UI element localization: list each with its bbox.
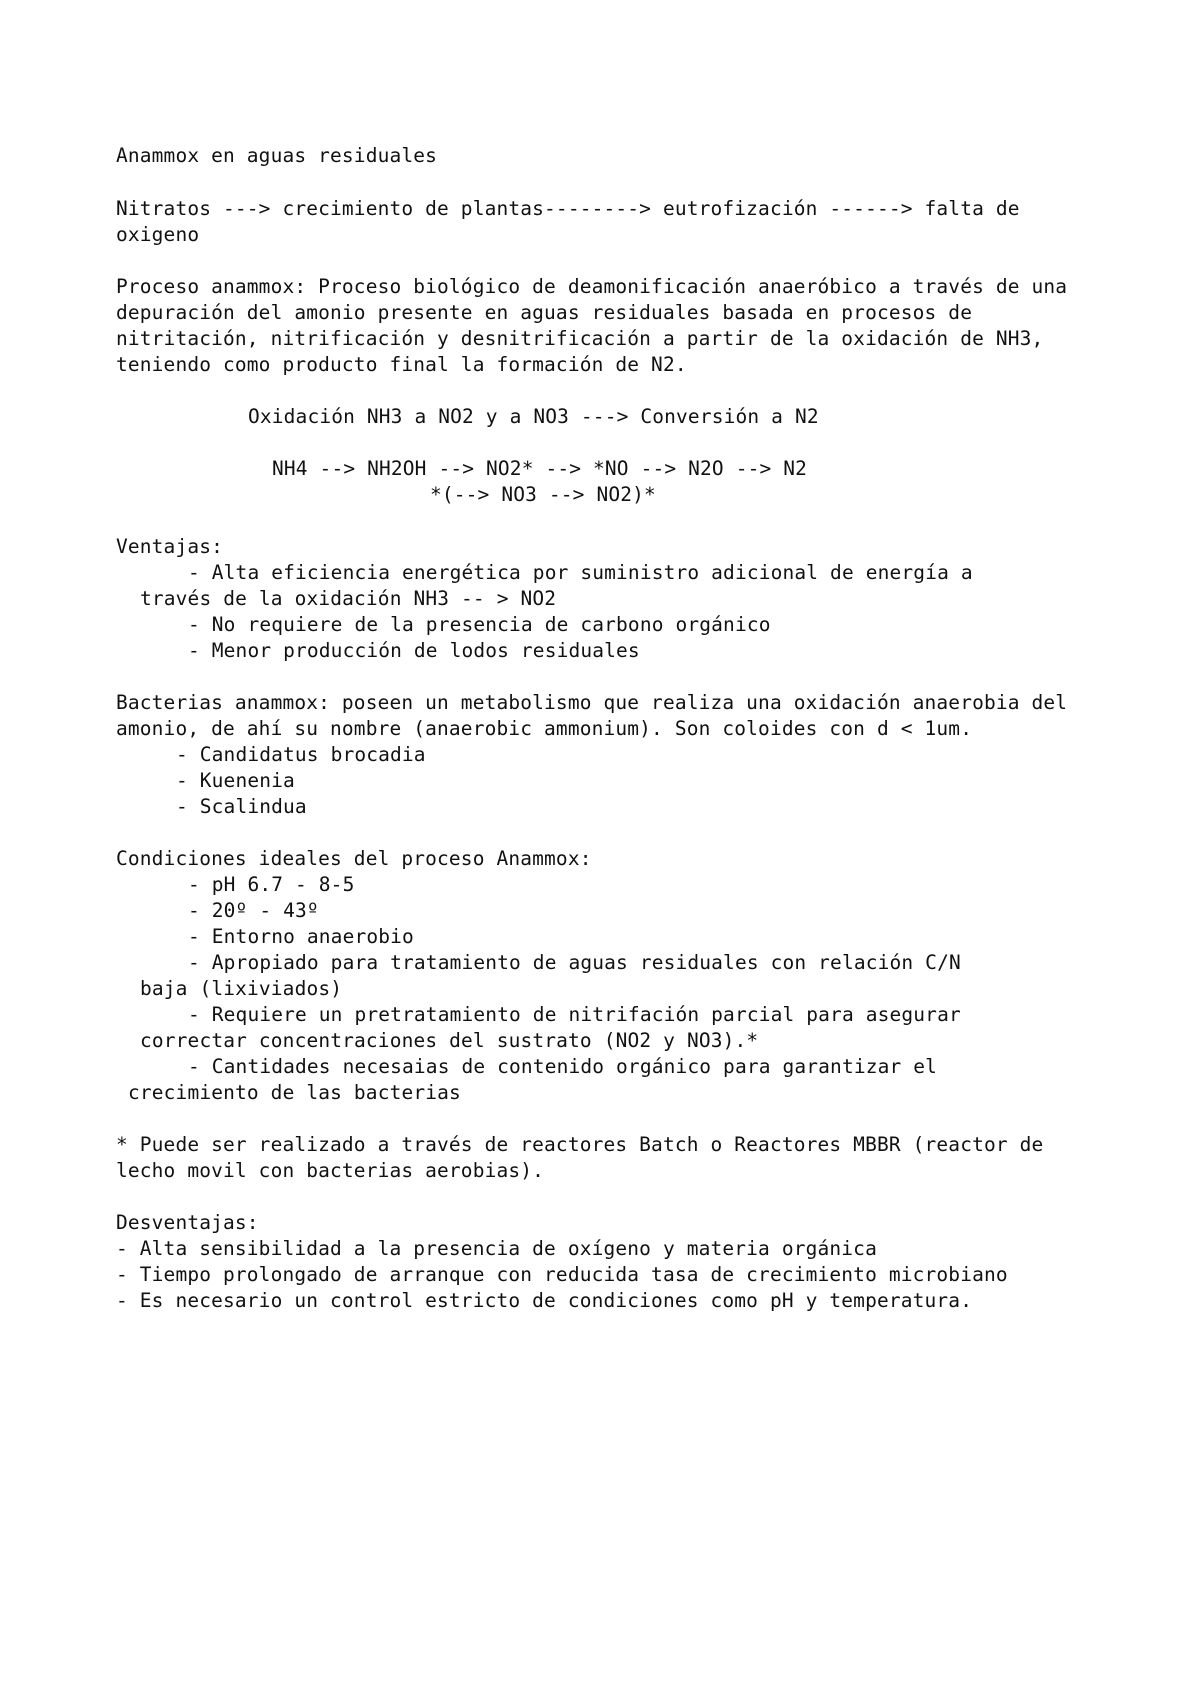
nota-line: lecho movil con bacterias aerobias). xyxy=(116,1159,545,1182)
condiciones-item: - Requiere un pretratamiento de nitrifación parcial para asegurar xyxy=(188,1003,961,1026)
ventajas-item: través de la oxidación NH3 -- > NO2 xyxy=(140,587,557,610)
ventajas-item: - No requiere de la presencia de carbono orgánico xyxy=(188,613,771,636)
desventajas-item: - Es necesario un control estricto de condiciones como pH y temperatura. xyxy=(116,1289,973,1312)
bacterias-item: - Kuenenia xyxy=(176,769,295,792)
nota-line: * Puede ser realizado a través de reactores Batch o Reactores MBBR (reactor de xyxy=(116,1133,1044,1156)
desventajas-item: - Alta sensibilidad a la presencia de oxígeno y materia orgánica xyxy=(116,1237,877,1260)
bacterias-paragraph-line: amonio, de ahí su nombre (anaerobic ammonium). Son coloides con d < 1um. xyxy=(116,717,973,740)
bacterias-paragraph-line: Bacterias anammox: poseen un metabolismo que realiza una oxidación anaerobia del xyxy=(116,691,1068,714)
reaction-line: *(--> NO3 --> NO2)* xyxy=(430,483,656,506)
desventajas-heading: Desventajas: xyxy=(116,1211,259,1234)
ventajas-heading: Ventajas: xyxy=(116,535,224,558)
condiciones-item: baja (lixiviados) xyxy=(140,977,343,1000)
condiciones-item: - pH 6.7 - 8-5 xyxy=(188,873,355,896)
condiciones-item: correctar concentraciones del sustrato (NO2 y NO3).* xyxy=(140,1029,759,1052)
reaction-line: NH4 --> NH2OH --> NO2* --> *NO --> N2O --> N2 xyxy=(272,457,808,480)
ventajas-item: - Menor producción de lodos residuales xyxy=(188,639,640,662)
document-title: Anammox en aguas residuales xyxy=(116,144,438,167)
bacterias-item: - Candidatus brocadia xyxy=(176,743,426,766)
bacterias-item: - Scalindua xyxy=(176,795,307,818)
proceso-paragraph-line: Proceso anammox: Proceso biológico de deamonificación anaeróbico a través de una xyxy=(116,275,1068,298)
proceso-paragraph-line: nitritación, nitrificación y desnitrificación a partir de la oxidación de NH3, xyxy=(116,327,1044,350)
condiciones-heading: Condiciones ideales del proceso Anammox: xyxy=(116,847,592,870)
condiciones-item: - 20º - 43º xyxy=(188,899,319,922)
nitratos-line: Nitratos ---> crecimiento de plantas--------> eutrofización ------> falta de xyxy=(116,197,1020,220)
nitratos-line: oxigeno xyxy=(116,223,200,246)
proceso-paragraph-line: depuración del amonio presente en aguas residuales basada en procesos de xyxy=(116,301,973,324)
condiciones-item: - Entorno anaerobio xyxy=(188,925,414,948)
condiciones-item: crecimiento de las bacterias xyxy=(128,1081,461,1104)
desventajas-item: - Tiempo prolongado de arranque con reducida tasa de crecimiento microbiano xyxy=(116,1263,1008,1286)
condiciones-item: - Cantidades necesaias de contenido orgánico para garantizar el xyxy=(188,1055,938,1078)
condiciones-item: - Apropiado para tratamiento de aguas residuales con relación C/N xyxy=(188,951,961,974)
proceso-paragraph-line: teniendo como producto final la formación de N2. xyxy=(116,353,687,376)
oxidacion-line: Oxidación NH3 a NO2 y a NO3 ---> Conversión a N2 xyxy=(248,405,819,428)
ventajas-item: - Alta eficiencia energética por suministro adicional de energía a xyxy=(188,561,973,584)
